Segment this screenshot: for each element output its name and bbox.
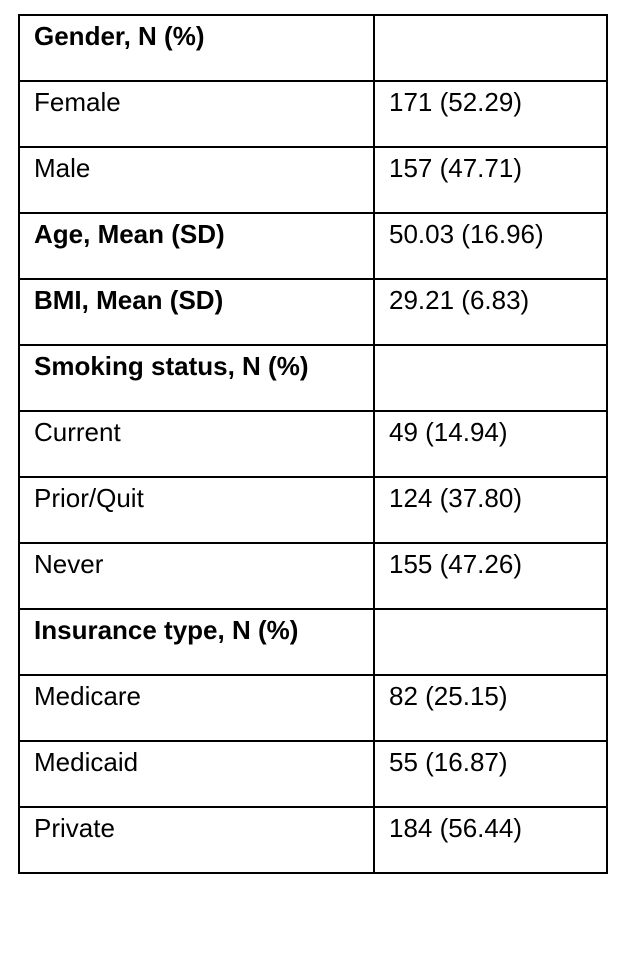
table-row (19, 15, 607, 81)
row-label-cell (19, 213, 374, 279)
row-label: Smoking status, N (%) (34, 351, 309, 381)
row-label-cell (19, 477, 374, 543)
row-value-cell (374, 543, 607, 609)
row-value: 82 (25.15) (389, 681, 508, 711)
row-value: 155 (47.26) (389, 549, 522, 579)
table-row (19, 147, 607, 213)
row-label-cell (19, 279, 374, 345)
row-value-cell (374, 15, 607, 81)
row-label-cell (19, 609, 374, 675)
table-row (19, 213, 607, 279)
row-label: Insurance type, N (%) (34, 615, 299, 645)
table-row (19, 741, 607, 807)
row-label: Male (34, 153, 91, 183)
row-label: Gender, N (%) (34, 21, 205, 51)
table-row (19, 543, 607, 609)
row-label-cell (19, 81, 374, 147)
row-label-cell (19, 741, 374, 807)
row-value-cell (374, 81, 607, 147)
row-value (389, 610, 592, 616)
table-row (19, 81, 607, 147)
row-value-cell (374, 741, 607, 807)
row-label: Private (34, 813, 115, 843)
table-row (19, 609, 607, 675)
row-value: 171 (52.29) (389, 87, 522, 117)
row-label: Medicaid (34, 747, 139, 777)
row-label-cell (19, 807, 374, 873)
row-value: 49 (14.94) (389, 417, 508, 447)
demographics-table-container (18, 14, 606, 874)
row-label-cell (19, 345, 374, 411)
row-label-cell (19, 675, 374, 741)
row-label: Female (34, 87, 121, 117)
row-value-cell (374, 411, 607, 477)
row-label: Age, Mean (SD) (34, 219, 225, 249)
row-value (389, 16, 592, 22)
row-label-cell (19, 15, 374, 81)
row-label-cell (19, 411, 374, 477)
row-value-cell (374, 807, 607, 873)
row-value-cell (374, 147, 607, 213)
row-value: 124 (37.80) (389, 483, 522, 513)
demographics-table (18, 14, 608, 874)
row-label: Never (34, 549, 104, 579)
row-label: Current (34, 417, 121, 447)
row-label-cell (19, 147, 374, 213)
row-value-cell (374, 279, 607, 345)
row-value: 157 (47.71) (389, 153, 522, 183)
row-value-cell (374, 213, 607, 279)
table-row (19, 477, 607, 543)
row-label-cell (19, 543, 374, 609)
row-value (389, 346, 592, 352)
table-row (19, 675, 607, 741)
row-value: 55 (16.87) (389, 747, 508, 777)
row-value-cell (374, 477, 607, 543)
table-row (19, 345, 607, 411)
table-row (19, 807, 607, 873)
table-row (19, 411, 607, 477)
row-label: BMI, Mean (SD) (34, 285, 224, 315)
row-label: Medicare (34, 681, 141, 711)
table-row (19, 279, 607, 345)
row-value: 184 (56.44) (389, 813, 522, 843)
row-value: 29.21 (6.83) (389, 285, 530, 315)
row-value-cell (374, 609, 607, 675)
row-value-cell (374, 675, 607, 741)
row-value: 50.03 (16.96) (389, 219, 544, 249)
row-label: Prior/Quit (34, 483, 144, 513)
row-value-cell (374, 345, 607, 411)
